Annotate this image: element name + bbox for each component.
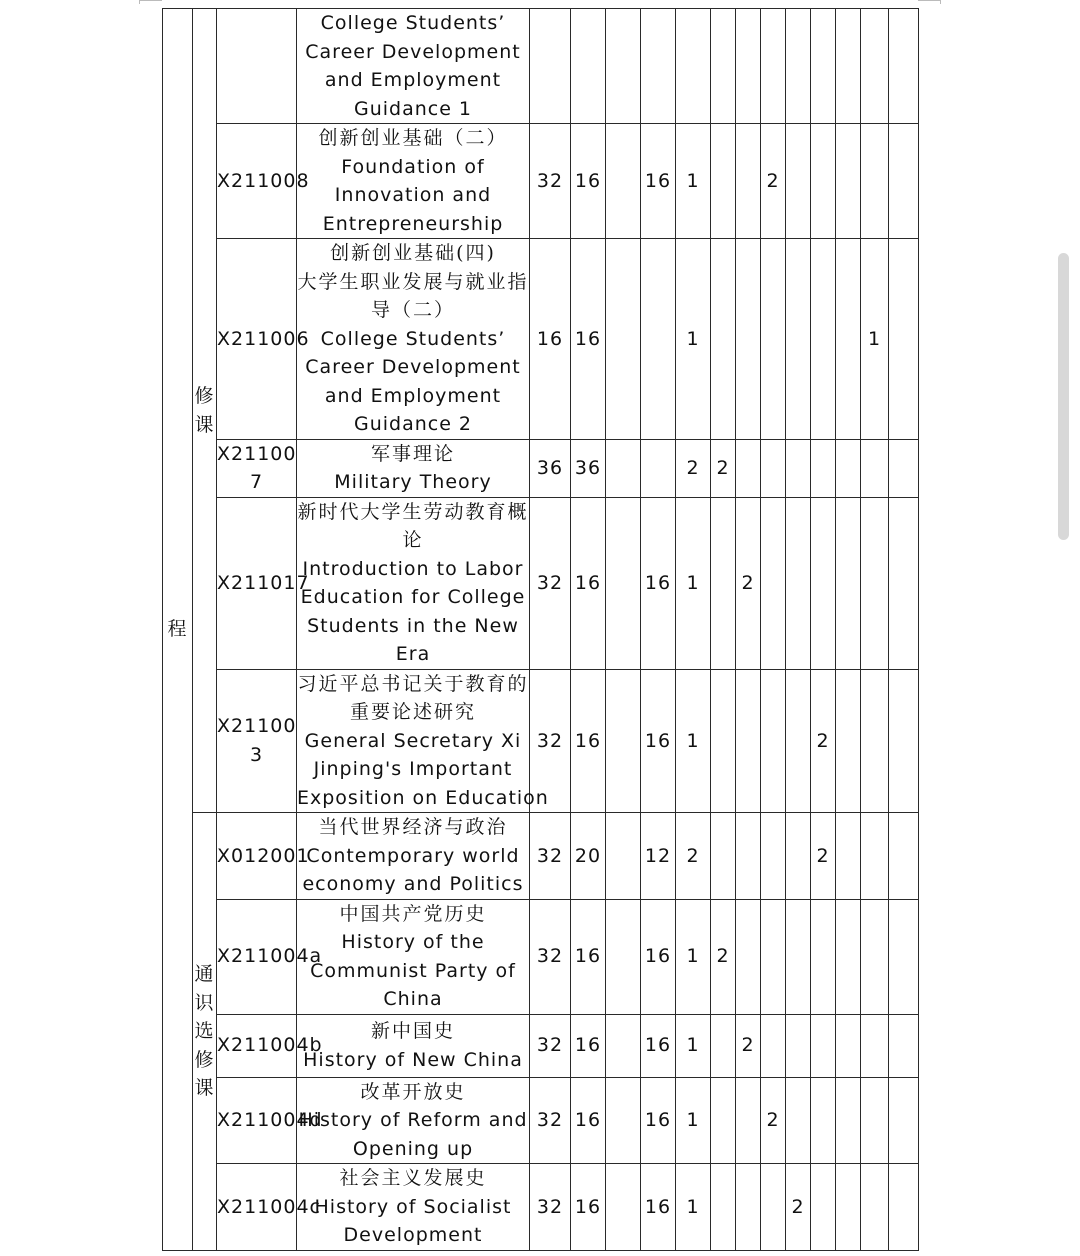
value-cell-c6: 16 xyxy=(641,899,676,1014)
value-cell-c3: 32 xyxy=(530,1014,571,1077)
value-cell-c11 xyxy=(786,899,811,1014)
course-name-line: 导（二） xyxy=(370,299,455,321)
value-cell-c4: 16 xyxy=(571,1077,606,1164)
value-cell-c9: 2 xyxy=(736,1014,761,1077)
value-cell-c5 xyxy=(606,239,641,440)
value-cell-c7 xyxy=(676,9,711,124)
course-name-line: Entrepreneurship xyxy=(322,212,504,235)
value-cell-c15 xyxy=(889,899,919,1014)
value-cell-c13 xyxy=(836,899,861,1014)
value-cell-c9 xyxy=(736,239,761,440)
course-name-line: Introduction to Labor xyxy=(302,557,524,580)
course-name-line: 军事理论 xyxy=(370,442,455,465)
course-name-cell xyxy=(297,813,530,900)
value-cell-c14 xyxy=(861,124,889,239)
value-cell-c14 xyxy=(861,9,889,124)
value-cell-c9 xyxy=(736,124,761,239)
table-row xyxy=(163,669,919,813)
value-cell-c7: 1 xyxy=(676,1077,711,1164)
value-cell-c13 xyxy=(836,497,861,669)
value-cell-c9 xyxy=(736,9,761,124)
course-name-line: 习近平总书记关于教育的 xyxy=(297,672,529,695)
value-cell-c5 xyxy=(606,124,641,239)
value-cell-c10 xyxy=(761,9,786,124)
value-cell-c3: 32 xyxy=(530,1164,571,1251)
course-name-cell xyxy=(297,439,530,497)
value-cell-c4: 36 xyxy=(571,439,606,497)
course-name-line: 论 xyxy=(402,529,424,551)
value-cell-c7: 2 xyxy=(676,439,711,497)
value-cell-c3: 32 xyxy=(530,813,571,900)
course-name-line: Jinping's Important xyxy=(313,758,513,780)
value-cell-c15 xyxy=(889,1077,919,1164)
value-cell-c11 xyxy=(786,1077,811,1164)
category-elective-char: 识 xyxy=(194,991,215,1014)
value-cell-c8 xyxy=(711,1164,736,1251)
value-cell-c9 xyxy=(736,899,761,1014)
value-cell-c15 xyxy=(889,239,919,440)
course-name-line: 创新创业基础(四) xyxy=(330,242,496,264)
course-code-cell: X012001 xyxy=(217,813,297,900)
value-cell-c13 xyxy=(836,239,861,440)
table-row xyxy=(163,1164,919,1251)
course-name-line: History of Reform and xyxy=(298,1109,528,1131)
course-code-cell: X21100 7 xyxy=(217,439,297,497)
value-cell-c6 xyxy=(641,239,676,440)
course-name-cell xyxy=(297,239,530,440)
value-cell-c10 xyxy=(761,239,786,440)
value-cell-c14 xyxy=(861,813,889,900)
value-cell-c12 xyxy=(811,1164,836,1251)
value-cell-c9 xyxy=(736,1077,761,1164)
value-cell-c6: 16 xyxy=(641,497,676,669)
value-cell-c14 xyxy=(861,1077,889,1164)
value-cell-c11 xyxy=(786,124,811,239)
value-cell-c7: 1 xyxy=(676,1014,711,1077)
course-name-line: 创新创业基础（二） xyxy=(318,127,508,149)
value-cell-c13 xyxy=(836,813,861,900)
value-cell-c12 xyxy=(811,497,836,669)
value-cell-c12: 2 xyxy=(811,669,836,813)
category-outer-cell xyxy=(163,9,193,1251)
value-cell-c12 xyxy=(811,9,836,124)
value-cell-c12 xyxy=(811,239,836,440)
value-cell-c7: 1 xyxy=(676,669,711,813)
course-name-line: Guidance 1 xyxy=(353,97,473,120)
value-cell-c13 xyxy=(836,1077,861,1164)
category-elective-char: 通 xyxy=(194,963,215,985)
value-cell-c9 xyxy=(736,813,761,900)
value-cell-c3: 32 xyxy=(530,124,571,239)
course-name-cell xyxy=(297,124,530,239)
value-cell-c7: 1 xyxy=(676,899,711,1014)
value-cell-c14 xyxy=(861,439,889,497)
table-row xyxy=(163,9,919,124)
course-code-cell: X211004c xyxy=(217,1164,297,1251)
value-cell-c8 xyxy=(711,1077,736,1164)
course-code-cell: X211008 xyxy=(217,124,297,239)
course-name-line: and Employment xyxy=(324,69,502,91)
value-cell-c4: 16 xyxy=(571,124,606,239)
value-cell-c14: 1 xyxy=(861,239,889,440)
course-name-cell xyxy=(297,669,549,813)
value-cell-c3: 36 xyxy=(530,439,571,497)
value-cell-c11 xyxy=(786,9,811,124)
value-cell-c7: 1 xyxy=(676,1164,711,1251)
table-row xyxy=(163,899,919,1014)
course-name-line: Foundation of xyxy=(341,155,485,178)
value-cell-c5 xyxy=(606,813,641,900)
value-cell-c9: 2 xyxy=(736,497,761,669)
value-cell-c4: 16 xyxy=(571,899,606,1014)
value-cell-c5 xyxy=(606,1164,641,1251)
value-cell-c11 xyxy=(786,813,811,900)
course-name-line: 当代世界经济与政治 xyxy=(318,816,508,838)
value-cell-c11 xyxy=(786,669,811,813)
value-cell-c5 xyxy=(606,9,641,124)
course-code-cell: X211004a xyxy=(217,899,297,1014)
course-table-body xyxy=(163,9,919,1251)
value-cell-c8 xyxy=(711,9,736,124)
value-cell-c7: 1 xyxy=(676,239,711,440)
value-cell-c5 xyxy=(606,669,641,813)
course-name-line: Guidance 2 xyxy=(353,413,473,435)
value-cell-c15 xyxy=(889,9,919,124)
category-elective-char: 课 xyxy=(194,1077,215,1099)
value-cell-c6 xyxy=(641,9,676,124)
value-cell-c8 xyxy=(711,1014,736,1077)
value-cell-c10 xyxy=(761,1164,786,1251)
value-cell-c4: 16 xyxy=(571,1164,606,1251)
value-cell-c15 xyxy=(889,813,919,900)
value-cell-c5 xyxy=(606,497,641,669)
value-cell-c10 xyxy=(761,1014,786,1077)
value-cell-c8: 2 xyxy=(711,439,736,497)
value-cell-c15 xyxy=(889,124,919,239)
course-code-cell: X21100 3 xyxy=(217,669,297,813)
value-cell-c10 xyxy=(761,439,786,497)
course-code-cell: X211004d xyxy=(217,1077,297,1164)
value-cell-c4: 20 xyxy=(571,813,606,900)
value-cell-c8 xyxy=(711,669,736,813)
course-name-cell xyxy=(297,1164,530,1251)
category-required-char: 修 xyxy=(194,385,215,407)
course-name-line: Students in the New xyxy=(307,614,519,637)
table-row xyxy=(163,1077,919,1164)
course-name-line: College Students’ xyxy=(320,12,506,34)
value-cell-c10 xyxy=(761,669,786,813)
course-name-line: Exposition on Education xyxy=(297,786,549,809)
value-cell-c12 xyxy=(811,899,836,1014)
page-corner-mark-left xyxy=(139,0,162,4)
value-cell-c8 xyxy=(711,497,736,669)
category-elective-char: 修 xyxy=(194,1048,215,1071)
category-elective-char: 选 xyxy=(194,1020,215,1042)
value-cell-c12 xyxy=(811,1077,836,1164)
course-name-line: and Employment xyxy=(324,384,502,407)
value-cell-c13 xyxy=(836,1164,861,1251)
course-name-cell xyxy=(297,497,530,669)
course-name-line: 中国共产党历史 xyxy=(339,902,487,925)
value-cell-c14 xyxy=(861,1014,889,1077)
value-cell-c6: 16 xyxy=(641,1164,676,1251)
value-cell-c13 xyxy=(836,9,861,124)
course-name-line: Era xyxy=(395,643,431,665)
value-cell-c14 xyxy=(861,669,889,813)
value-cell-c14 xyxy=(861,497,889,669)
value-cell-c15 xyxy=(889,669,919,813)
value-cell-c11 xyxy=(786,1014,811,1077)
category-required-char: 课 xyxy=(194,413,215,436)
course-code-cell xyxy=(217,9,297,124)
course-name-line: General Secretary Xi xyxy=(304,729,522,752)
value-cell-c6 xyxy=(641,439,676,497)
value-cell-c4: 16 xyxy=(571,1014,606,1077)
course-name-cell xyxy=(297,1077,530,1164)
value-cell-c8 xyxy=(711,124,736,239)
table-row xyxy=(163,239,919,440)
course-name-cell xyxy=(297,899,530,1014)
course-name-line: History of Socialist xyxy=(314,1195,512,1218)
value-cell-c12: 2 xyxy=(811,813,836,900)
value-cell-c9 xyxy=(736,439,761,497)
course-name-line: 改革开放史 xyxy=(360,1080,466,1103)
course-name-line: economy and Politics xyxy=(302,873,524,895)
value-cell-c8 xyxy=(711,239,736,440)
value-cell-c5 xyxy=(606,1077,641,1164)
course-name-line: Contemporary world xyxy=(306,844,520,867)
course-name-line: College Students’ xyxy=(320,327,506,350)
course-name-line: Education for College xyxy=(300,586,526,608)
value-cell-c6: 16 xyxy=(641,1077,676,1164)
value-cell-c3 xyxy=(530,9,571,124)
course-name-line: 新时代大学生劳动教育概 xyxy=(297,500,529,523)
course-name-line: 社会主义发展史 xyxy=(339,1167,487,1189)
course-name-line: Development xyxy=(343,1224,483,1246)
course-code-cell: X211006 xyxy=(217,239,297,440)
course-name-line: History of the xyxy=(341,931,485,953)
value-cell-c10 xyxy=(761,813,786,900)
course-name-cell xyxy=(297,9,530,124)
value-cell-c3: 32 xyxy=(530,1077,571,1164)
course-name-line: Career Development xyxy=(305,356,521,378)
value-cell-c10: 2 xyxy=(761,1077,786,1164)
value-cell-c6: 16 xyxy=(641,669,676,813)
value-cell-c13 xyxy=(836,1014,861,1077)
table-row xyxy=(163,439,919,497)
value-cell-c4: 16 xyxy=(571,239,606,440)
course-name-line: Military Theory xyxy=(334,471,492,493)
value-cell-c11 xyxy=(786,239,811,440)
value-cell-c9 xyxy=(736,1164,761,1251)
table-row xyxy=(163,497,919,669)
page-corner-mark-right xyxy=(918,0,941,4)
value-cell-c12 xyxy=(811,124,836,239)
value-cell-c8 xyxy=(711,813,736,900)
value-cell-c11 xyxy=(786,439,811,497)
value-cell-c5 xyxy=(606,899,641,1014)
vertical-scrollbar[interactable] xyxy=(1058,253,1069,540)
value-cell-c11 xyxy=(786,497,811,669)
course-name-line: China xyxy=(383,988,443,1010)
value-cell-c3: 16 xyxy=(530,239,571,440)
value-cell-c7: 2 xyxy=(676,813,711,900)
value-cell-c8: 2 xyxy=(711,899,736,1014)
value-cell-c7: 1 xyxy=(676,124,711,239)
value-cell-c6: 12 xyxy=(641,813,676,900)
value-cell-c4: 16 xyxy=(571,497,606,669)
value-cell-c13 xyxy=(836,669,861,813)
course-name-line: Career Development xyxy=(305,40,521,63)
value-cell-c11: 2 xyxy=(786,1164,811,1251)
course-name-line: Communist Party of xyxy=(310,959,516,982)
value-cell-c5 xyxy=(606,1014,641,1077)
value-cell-c15 xyxy=(889,497,919,669)
value-cell-c6: 16 xyxy=(641,1014,676,1077)
value-cell-c3: 32 xyxy=(530,899,571,1014)
value-cell-c13 xyxy=(836,124,861,239)
course-name-line: History of New China xyxy=(303,1048,523,1071)
value-cell-c4: 16 xyxy=(571,669,606,813)
value-cell-c10 xyxy=(761,497,786,669)
value-cell-c12 xyxy=(811,439,836,497)
course-table xyxy=(162,8,919,1251)
course-name-line: Opening up xyxy=(352,1137,474,1160)
value-cell-c7: 1 xyxy=(676,497,711,669)
course-name-line: 大学生职业发展与就业指 xyxy=(297,270,529,293)
course-name-line: 重要论述研究 xyxy=(349,701,476,723)
value-cell-c10 xyxy=(761,899,786,1014)
course-name-line: Innovation and xyxy=(334,184,492,206)
value-cell-c3: 32 xyxy=(530,497,571,669)
table-row xyxy=(163,1014,919,1077)
table-row xyxy=(163,813,919,900)
value-cell-c6: 16 xyxy=(641,124,676,239)
category-outer-label: 程 xyxy=(167,618,188,640)
course-name-cell xyxy=(297,1014,530,1077)
value-cell-c12 xyxy=(811,1014,836,1077)
value-cell-c14 xyxy=(861,1164,889,1251)
course-code-cell: X211004b xyxy=(217,1014,297,1077)
category-elective-cell xyxy=(193,813,217,1251)
value-cell-c15 xyxy=(889,1164,919,1251)
value-cell-c9 xyxy=(736,669,761,813)
table-row xyxy=(163,124,919,239)
category-required-cell xyxy=(193,9,217,813)
value-cell-c4 xyxy=(571,9,606,124)
course-name-line: 新中国史 xyxy=(370,1020,455,1042)
value-cell-c5 xyxy=(606,439,641,497)
value-cell-c13 xyxy=(836,439,861,497)
value-cell-c3: 32 xyxy=(530,669,571,813)
value-cell-c14 xyxy=(861,899,889,1014)
value-cell-c15 xyxy=(889,439,919,497)
value-cell-c10: 2 xyxy=(761,124,786,239)
value-cell-c15 xyxy=(889,1014,919,1077)
course-code-cell: X211017 xyxy=(217,497,297,669)
